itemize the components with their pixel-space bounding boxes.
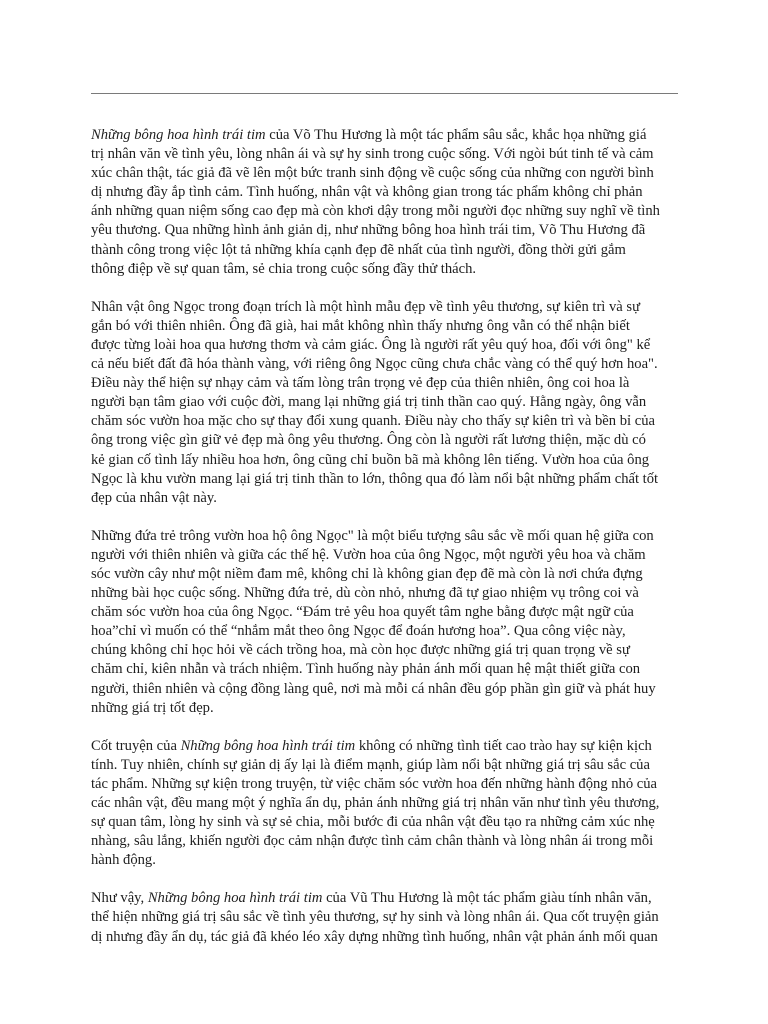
text-line: Cốt truyện của Những bông hoa hình trái tim không có những tình tiết cao trào hay sự kiện kịch	[91, 737, 652, 754]
work-title: Những bông hoa hình trái tim	[180, 737, 356, 754]
text-line: chăm chỉ, kiên nhẫn và trách nhiệm. Tình huống này phản ánh mối quan hệ mật thiết giữa con	[91, 661, 641, 678]
work-title: Những bông hoa hình trái tim	[147, 890, 323, 907]
text-line: chăm sóc vườn hoa của ông Ngọc. “Đám trẻ yêu hoa quyết tâm nghe bằng được mật ngữ của	[91, 604, 634, 621]
text-line: gắn bó với thiên nhiên. Ông đã già, hai mắt không nhìn thấy nhưng ông vẫn có thể nhận biết	[91, 317, 630, 334]
header-rule	[91, 93, 678, 94]
text-line: xúc chân thật, tác giả đã vẽ lên một bức tranh sinh động về cuộc sống của những con người bình	[91, 165, 654, 182]
text-line: hành động.	[91, 852, 156, 869]
text-line: sóc vườn cây như một niềm đam mê, không chỉ là không gian đẹp đẽ mà còn là nơi chứa đựng	[91, 565, 643, 582]
text-line: người với thiên nhiên và giữa các thế hệ. Vườn hoa của ông Ngọc, một người yêu hoa và chăm	[91, 546, 646, 563]
text-line: sự quan tâm, lòng hy sinh và sự sẻ chia, mỗi bước đi của nhân vật đều tạo ra những cảm xúc nhẹ	[91, 814, 655, 831]
text-line: tác phẩm. Những sự kiện trong truyện, từ việc chăm sóc vườn hoa đến những hành động nhỏ của	[91, 775, 658, 792]
text-line: dị nhưng đầy ẩn dụ, tác giả đã khéo léo xây dựng những tình huống, nhân vật phản ánh mối quan	[91, 928, 658, 945]
text-line: yêu thương. Qua những hình ảnh giản dị, như những bông hoa hình trái tim, Võ Thu Hương đã	[91, 222, 646, 239]
text-line: hoa”chỉ vì muốn có thể “nhắm mắt theo ông Ngọc để đoán hương hoa”. Qua công việc này,	[91, 623, 626, 640]
text-line: Những bông hoa hình trái tim của Võ Thu Hương là một tác phẩm sâu sắc, khắc họa những giá	[91, 127, 647, 143]
text-line: nhàng, sâu lắng, khiến người đọc cảm nhận được tình cảm chân thành và lòng nhân ái trong mỗi	[91, 833, 654, 850]
text-line: Ngọc là khu vườn mang lại giá trị tinh thần to lớn, thông qua đó làm nổi bật những phẩm chất tốt	[91, 470, 659, 487]
text-line: Những đứa trẻ trông vườn hoa hộ ông Ngọc" là một biểu tượng sâu sắc về mối quan hệ giữa con	[91, 527, 654, 544]
text-line: các nhân vật, đều mang một ý nghĩa ẩn dụ, phản ánh những giá trị nhân văn như tình yêu thương,	[91, 795, 660, 811]
text-line: Như vậy, Những bông hoa hình trái tim của Vũ Thu Hương là một tác phẩm giàu tính nhân văn,	[91, 890, 652, 907]
text-line: những giá trị tốt đẹp.	[91, 699, 214, 716]
text-line: người, thiên nhiên và cộng đồng làng quê, nơi mà mỗi cá nhân đều góp phần gìn giữ và phát huy	[91, 680, 656, 697]
text-line: Điều này thể hiện sự nhạy cảm và tấm lòng trân trọng vẻ đẹp của thiên nhiên, ông coi hoa là	[91, 375, 630, 392]
text-line: những bài học cuộc sống. Những đứa trẻ, dù còn nhỏ, nhưng đã tự giao nhiệm vụ trông coi và	[91, 585, 639, 602]
document-body	[91, 126, 681, 966]
paragraph-children	[91, 527, 681, 718]
text-line: cả nếu biết đất đã hóa thành vàng, với riêng ông Ngọc cũng chưa chắc vàng có thể quý hơn hoa".	[91, 356, 658, 373]
text-line: thể hiện những giá trị sâu sắc về tình yêu thương, sự hy sinh và lòng nhân ái. Qua cốt truyện giản	[91, 909, 659, 926]
text-line: ánh những quan niệm sống cao đẹp mà còn khơi dậy trong mỗi người đọc những suy nghĩ về tình	[91, 203, 660, 220]
text-line: chăm sóc vườn hoa mặc cho sự thay đổi xung quanh. Điều này cho thấy sự kiên trì và bền bỉ của	[91, 413, 655, 430]
work-title: Những bông hoa hình trái tim	[91, 127, 266, 143]
text-line: thông điệp về sự quan tâm, sẻ chia trong cuộc sống đầy thử thách.	[91, 260, 477, 277]
text-line: ông trong việc gìn giữ vẻ đẹp mà ông yêu thương. Ông còn là người rất lương thiện, mặc dù có	[91, 432, 646, 449]
text-line: đẹp của nhân vật này.	[91, 489, 217, 506]
text-line: người bạn tâm giao với cuộc đời, mang lại những giá trị tinh thần cao quý. Hằng ngày, ông vẫn	[91, 394, 647, 411]
paragraph-intro	[91, 126, 681, 279]
paragraph-character-ong-ngoc	[91, 298, 681, 508]
text-line: Nhân vật ông Ngọc trong đoạn trích là một hình mẫu đẹp về tình yêu thương, sự kiên trì và sự	[91, 298, 641, 315]
paragraph-plot	[91, 737, 681, 871]
text-line: trị nhân văn về tình yêu, lòng nhân ái và sự hy sinh trong cuộc sống. Với ngòi bút tinh tế và cảm	[91, 146, 654, 163]
text-line: tính. Tuy nhiên, chính sự giản dị ấy lại là điểm mạnh, giúp làm nổi bật những giá trị sâu sắc của	[91, 756, 650, 773]
text-line: kẻ gian cố tình lấy nhiều hoa hơn, ông cũng chỉ buồn bã mà không lên tiếng. Vườn hoa của ông	[91, 451, 650, 468]
text-line: chúng không chỉ học hỏi về cách trồng hoa, mà còn học được những giá trị quan trọng về sự	[91, 642, 630, 659]
text-line: được từng loài hoa qua hương thơm và cảm giác. Ông là người rất yêu quý hoa, đối với ông" kể	[91, 336, 651, 353]
text-line: thành công trong việc lột tả những khía cạnh đẹp đẽ nhất của tình người, đồng thời gửi gắm	[91, 241, 626, 258]
paragraph-conclusion	[91, 889, 681, 946]
text-line: dị nhưng đầy ắp tình cảm. Tình huống, nhân vật và không gian trong tác phẩm không chỉ phản	[91, 184, 643, 201]
